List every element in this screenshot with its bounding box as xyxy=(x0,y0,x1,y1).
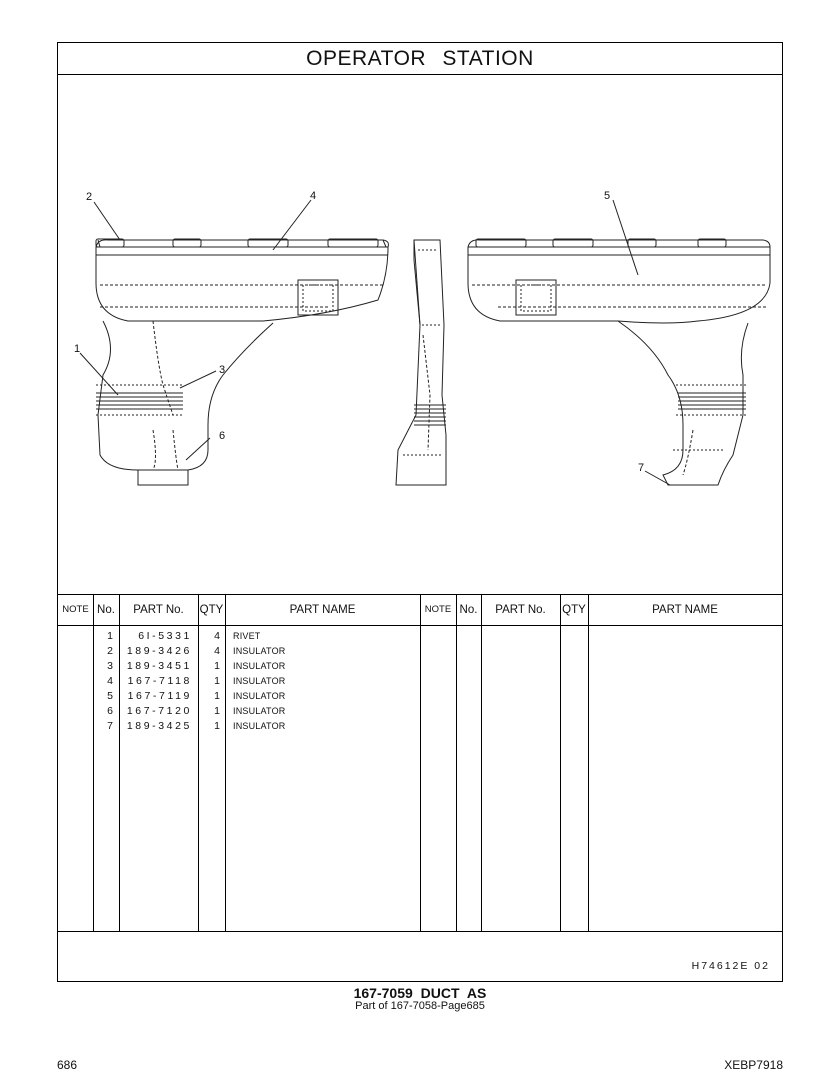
part-of-reference: Part of 167-7058-Page685 xyxy=(355,1000,485,1012)
parts-diagram xyxy=(58,75,782,595)
callout-5: 5 xyxy=(604,190,611,202)
header-note: NOTE xyxy=(62,604,89,615)
header-part-name: PART NAME xyxy=(289,604,356,616)
callout-1: 1 xyxy=(74,343,81,355)
header-qty: QTY xyxy=(199,604,224,616)
header-no: No. xyxy=(97,604,115,616)
header-no-right: No. xyxy=(459,604,478,616)
header-part-no: PART No. xyxy=(133,604,184,616)
callout-2: 2 xyxy=(86,191,93,203)
table-bottom-rule xyxy=(58,931,782,932)
assembly-title: 167-7059 DUCT AS xyxy=(353,985,487,1001)
header-part-name-right: PART NAME xyxy=(652,604,718,616)
page-title: OPERATOR STATION xyxy=(58,43,782,75)
duct-left-view xyxy=(96,239,388,485)
duct-right-view xyxy=(468,239,770,485)
callout-6: 6 xyxy=(219,430,226,442)
duct-side-view xyxy=(396,240,446,485)
callout-7: 7 xyxy=(638,462,645,474)
parts-table: NOTE No. PART No. QTY PART NAME NOTE No. PART No. QTY PART NAME 1 6I-5331 4 RIVET 2 189-3426 4 INSULATOR 3 189-3451 1 INSULATOR 4 167-7118 1 INSULATOR 5 167-7119 1 INSULATOR 6 167-7120 1 INSULATOR 7 189-3425 1 INSULATOR xyxy=(58,594,782,931)
header-qty-right: QTY xyxy=(562,604,586,616)
header-note-right: NOTE xyxy=(424,604,452,615)
page-number: 686 xyxy=(57,1058,78,1072)
page-frame xyxy=(57,42,783,982)
callout-3: 3 xyxy=(219,364,226,376)
header-part-no-right: PART No. xyxy=(495,604,546,616)
callout-4: 4 xyxy=(310,190,317,202)
duct-illustration xyxy=(58,75,782,593)
document-id: XEBP7918 xyxy=(724,1058,783,1072)
drawing-number: H74612E 02 xyxy=(691,960,770,972)
